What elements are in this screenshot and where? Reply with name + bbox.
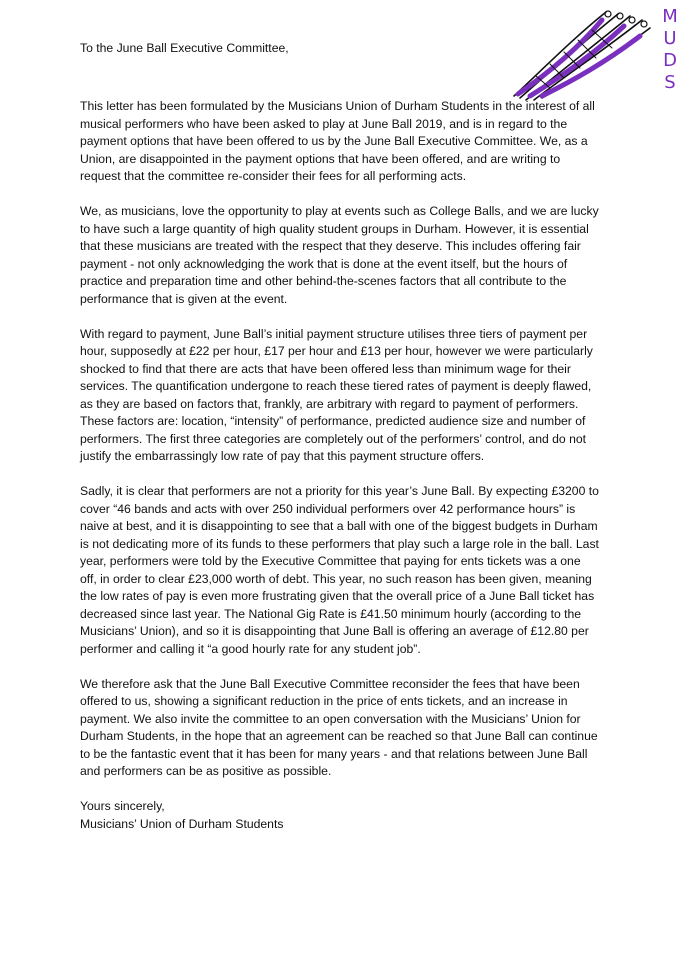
logo-letter: U [663, 28, 677, 49]
logo-letter: S [664, 72, 676, 93]
paragraph: With regard to payment, June Ball’s initial payment structure utilises three tiers of payment per hour, supposedly at £22 per hour, £17 per hour and £13 per hour, however we were particularly shocked to find that there are acts that have been offered less than minimum wage for their services. The quantification undergone to reach these tiered rates of payment is deeply flawed, as they are based on factors that, frankly, are arbitrary with regard to payment of performers. These factors are: location, “intensity” of performance, predicted audience size and number of performers. The first three categories are completely out of the performers’ control, and do not justify the embarrassingly low rate of pay that this payment structure offers. [80, 326, 593, 463]
paragraph: This letter has been formulated by the Musicians Union of Durham Students in the interest of all musical performers who have been asked to play at June Ball 2019, and is in regard to the payment options that have been offered to us by the June Ball Executive Committee. We, as a Union, are disappointed in the payment options that have been offered, and are writing to request that the committee re-consider their fees for all performing acts. [80, 99, 595, 183]
paragraph: We, as musicians, love the opportunity to play at events such as College Balls, and we are lucky to have such a large quantity of high quality student groups in Durham. However, it is essential that these musicians are treated with the respect that they deserve. This includes offering fair payment - not only acknowledging the work that is done at the event itself, but the hours of practice and preparation time and other behind-the-scenes factors that all contribute to the performance that is given at the event. [80, 204, 599, 306]
paragraph: Sadly, it is clear that performers are not a priority for this year’s June Ball. By expecting £3200 to cover “46 bands and acts with over 250 individual performers over 42 performance hours” is naive at best, and it is disappointing to see that a ball with one of the biggest budgets in Durham is not dedicating more of its funds to these performers that play such a large role in the ball. Last year, performers were told by the Executive Committee that paying for ents tickets was a one off, in order to clear £23,000 worth of debt. This year, no such reason has been given, meaning the low rates of pay is even more frustrating given that the overall price of a June Ball ticket has decreased since last year. The National Gig Rate is £41.50 minimum hourly (according to the Musicians’ Union), and so it is disappointing that June Ball is offering an average of £12.80 per performer and calling it “a good hourly rate for any student job”. [80, 484, 599, 656]
salutation: To the June Ball Executive Committee, [80, 41, 289, 55]
guitar-necks-icon [506, 6, 656, 102]
signatory: Musicians’ Union of Durham Students [80, 816, 284, 831]
logo-letter: D [663, 50, 677, 71]
paragraph: We therefore ask that the June Ball Executive Committee reconsider the fees that have been offered to us, showing a significant reduction in the price of ents tickets, and an increase in payment. We also invite the committee to an open conversation with the Musicians’ Union for Durham Students, in the hope that an agreement can be reached so that June Ball can continue to be the fantastic event that it has been for many years - and that relations between June Ball and performers can be as positive as possible. [80, 676, 598, 778]
logo-letter: M [662, 6, 678, 27]
letter-body [80, 98, 600, 833]
muds-logo-letters [660, 6, 680, 94]
closing [80, 798, 600, 833]
valediction: Yours sincerely, [80, 799, 165, 813]
